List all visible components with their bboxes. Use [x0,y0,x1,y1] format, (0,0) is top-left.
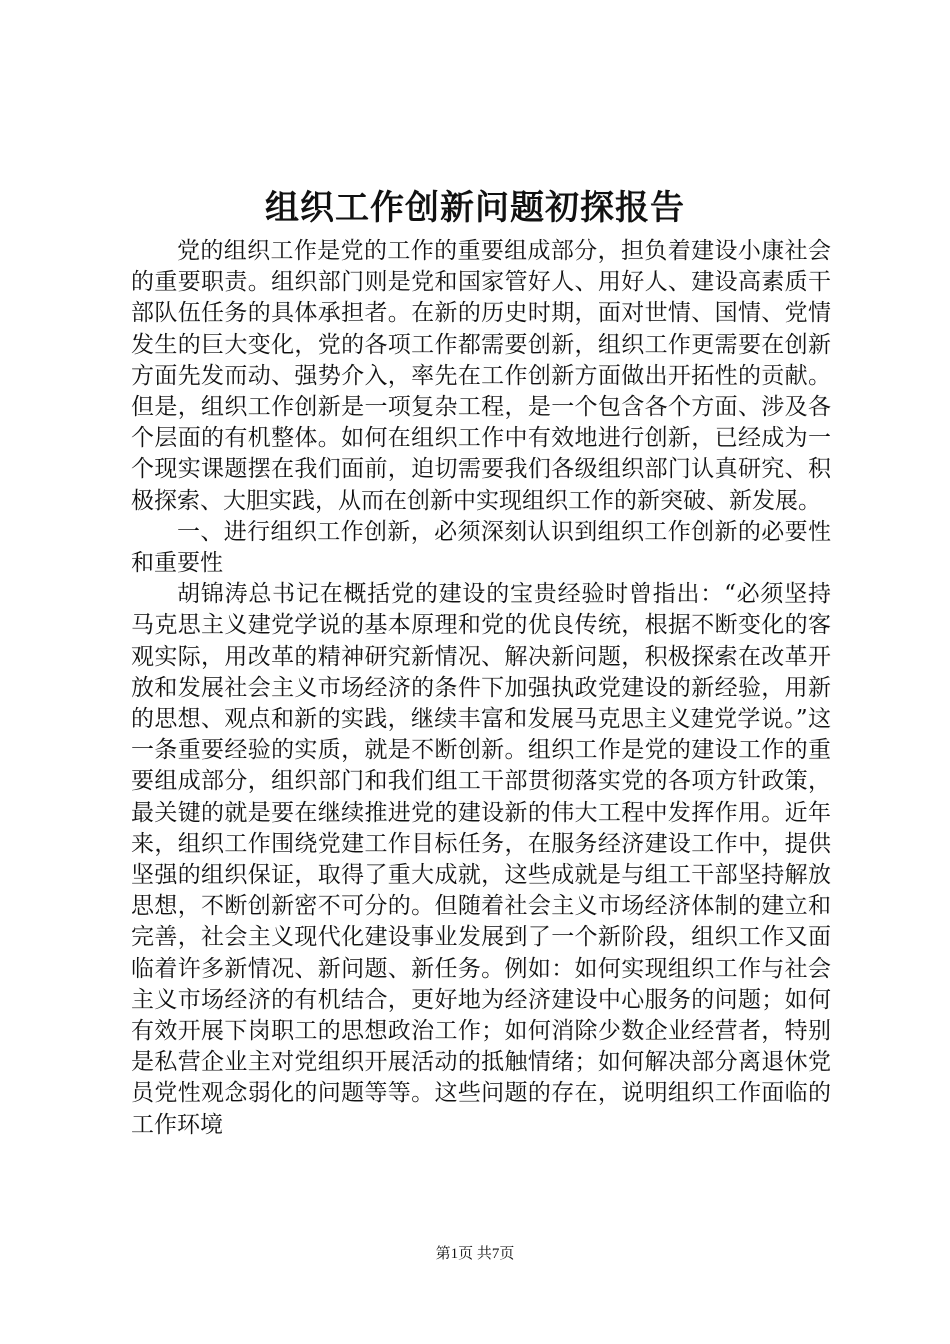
document-title: 组织工作创新问题初探报告 [265,188,685,228]
document-body [131,236,831,1141]
section-heading-1: 一、进行组织工作创新，必须深刻认识到组织工作创新的必要性和重要性 [131,518,831,577]
paragraph-section-1: 胡锦涛总书记在概括党的建设的宝贵经验时曾指出：“必须坚持马克思主义建党学说的基本原理和党的优良传统，根据不断变化的客观实际，用改革的精神研究新情况、解决新问题，积极探索在改革开放和发展社会主义市场经济的条件下加强执政党建设的新经验，用新的思想、观点和新的实践，继续丰富和发展马克思主义建党学说。”这一条重要经验的实质，就是不断创新。组织工作是党的建设工作的重要组成部分，组织部门和我们组工干部贯彻落实党的各项方针政策，最关键的就是要在继续推进党的建设新的伟大工程中发挥作用。近年来，组织工作围绕党建工作目标任务，在服务经济建设工作中，提供坚强的组织保证，取得了重大成就，这些成就是与组工干部坚持解放思想，不断创新密不可分的。但随着社会主义市场经济体制的建立和完善，社会主义现代化建设事业发展到了一个新阶段，组织工作又面临着许多新情况、新问题、新任务。例如：如何实现组织工作与社会主义市场经济的有机结合，更好地为经济建设中心服务的问题；如何有效开展下岗职工的思想政治工作；如何消除少数企业经营者，特别是私营企业主对党组织开展活动的抵触情绪；如何解决部分离退休党员党性观念弱化的问题等等。这些问题的存在，说明组织工作面临的工作环境 [131,581,831,1138]
paragraph-intro: 党的组织工作是党的工作的重要组成部分，担负着建设小康社会的重要职责。组织部门则是党和国家管好人、用好人、建设高素质干部队伍任务的具体承担者。在新的历史时期，面对世情、国情、党情发生的巨大变化，党的各项工作都需要创新，组织工作更需要在创新方面先发而动、强势介入，率先在工作创新方面做出开拓性的贡献。但是，组织工作创新是一项复杂工程，是一个包含各个方面、涉及各个层面的有机整体。如何在组织工作中有效地进行创新，已经成为一个现实课题摆在我们面前，迫切需要我们各级组织部门认真研究、积极探索、大胆实践，从而在创新中实现组织工作的新突破、新发展。 [131,238,831,514]
page-footer: 第1页 共7页 [435,1246,515,1262]
